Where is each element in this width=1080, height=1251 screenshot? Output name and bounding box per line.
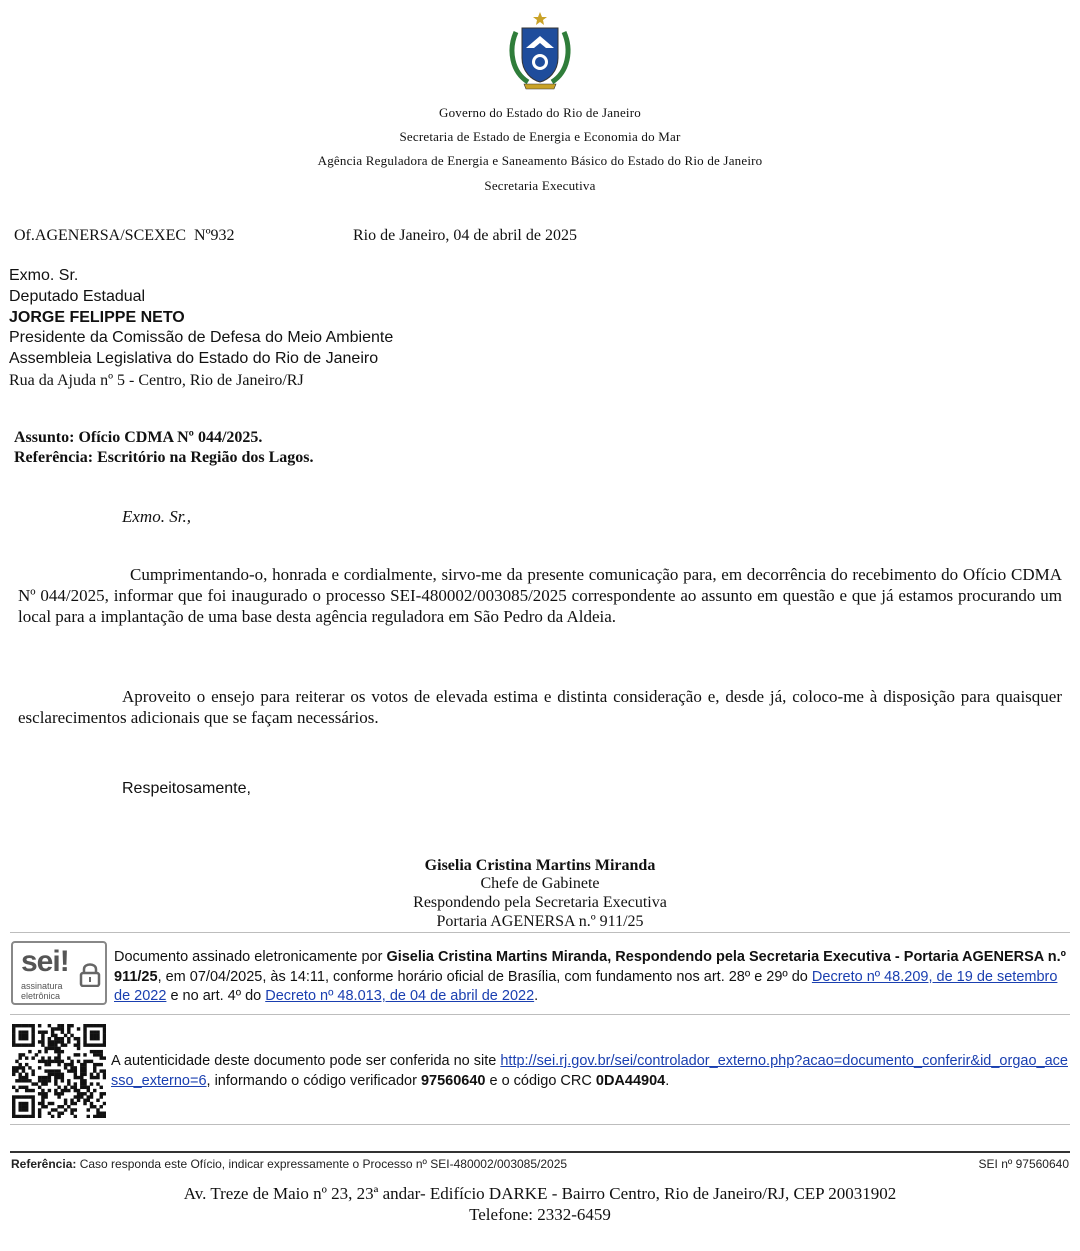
- recipient-salutation: Exmo. Sr.: [9, 267, 79, 284]
- signatory-name: Giselia Cristina Martins Miranda: [424, 857, 656, 874]
- decree-48209-link[interactable]: Decreto nº 48.209, de 19 de setembro de 2022: [114, 968, 1058, 1004]
- recipient-name: JORGE FELIPPE NETO: [9, 309, 185, 326]
- sei-logo-caption-2: eletrônica: [21, 991, 61, 1001]
- divider: [10, 1124, 1070, 1125]
- divider: [10, 932, 1070, 933]
- sei-signer: Giselia Cristina Martins Miranda, Respondendo pela Secretaria Executiva - Portaria AGENERSA n.º 911/25: [114, 949, 1066, 985]
- sei-signature-seal: [11, 941, 107, 1005]
- auth-text-3: e o código CRC: [485, 1072, 596, 1089]
- letter-date: Rio de Janeiro, 04 de abril de 2025: [353, 227, 577, 244]
- footer-divider: [10, 1151, 1070, 1153]
- auth-text-2: , informando o código verificador: [206, 1072, 421, 1089]
- reference-line: Referência: Escritório na Região dos Lagos.: [14, 449, 314, 466]
- sei-text-3: e no art. 4º do: [166, 988, 266, 1004]
- signatory-responding: Respondendo pela Secretaria Executiva: [413, 894, 667, 911]
- subject-line: Assunto: Ofício CDMA Nº 044/2025.: [14, 429, 263, 446]
- recipient-title: Deputado Estadual: [9, 288, 146, 305]
- footer-sei-number: SEI nº 97560640: [978, 1157, 1069, 1171]
- sei-logo-caption-1: assinatura: [21, 981, 63, 991]
- footer-reference-text: Caso responda este Ofício, indicar expressamente o Processo nº SEI-480002/003085/2025: [76, 1157, 568, 1171]
- footer-phone: Telefone: 2332-6459: [469, 1205, 611, 1224]
- header-executive: Secretaria Executiva: [484, 178, 596, 193]
- greeting: Exmo. Sr.,: [122, 507, 191, 526]
- sei-logo: sei!: [21, 945, 69, 978]
- crc-code: 0DA44904: [595, 1072, 666, 1089]
- state-coat-of-arms: [506, 10, 574, 90]
- footer-reference: [11, 1157, 567, 1171]
- signatory-role: Chefe de Gabinete: [480, 875, 600, 892]
- sei-text-2: , em 07/04/2025, às 14:11, conforme horário oficial de Brasília, com fundamento nos art. 28º e 29º do: [157, 968, 812, 985]
- authenticity-text: [111, 1052, 1069, 1091]
- sei-text-4: .: [534, 988, 539, 1004]
- auth-text-4: .: [665, 1072, 670, 1089]
- sei-signature-text: [114, 948, 1070, 1007]
- header-agency: Agência Reguladora de Energia e Saneamento Básico do Estado do Rio de Janeiro: [317, 153, 763, 168]
- decree-48013-link[interactable]: Decreto nº 48.013, de 04 de abril de 2022: [265, 988, 535, 1004]
- footer-reference-label: Referência:: [11, 1157, 77, 1171]
- divider: [10, 1014, 1070, 1015]
- header-government: Governo do Estado do Rio de Janeiro: [439, 105, 641, 120]
- sei-text-1: Documento assinado eletronicamente por: [114, 949, 387, 965]
- body-paragraph-2: Aproveito o ensejo para reiterar os votos de elevada estima e distinta consideração e, desde já, coloco-me à disposição para quaisquer esclarecimentos adicionais que se façam necessários.: [18, 687, 1062, 727]
- recipient-institution: Assembleia Legislativa do Estado do Rio de Janeiro: [9, 350, 379, 367]
- auth-text-1: A autenticidade deste documento pode ser conferida no site: [111, 1053, 501, 1069]
- footer-address: Av. Treze de Maio nº 23, 23ª andar- Edifício DARKE - Bairro Centro, Rio de Janeiro/RJ, CEP 20031902: [183, 1184, 897, 1203]
- qr-code-icon: [12, 1024, 106, 1118]
- body-paragraph-1: Cumprimentando-o, honrada e cordialmente, sirvo-me da presente comunicação para, em decorrência do recebimento do Ofício CDMA Nº 044/2025, informar que foi inaugurado o processo SEI-480002/003085/2025 correspondente ao assunto em questão e que já estamos procurando um local para a implantação de uma base desta agência reguladora em São Pedro da Aldeia.: [18, 565, 1062, 626]
- header-secretariat: Secretaria de Estado de Energia e Economia do Mar: [399, 129, 681, 144]
- padlock-icon: [79, 961, 101, 992]
- sei-logo-caption: [21, 981, 63, 1001]
- signatory-portaria: Portaria AGENERSA n.º 911/25: [436, 913, 644, 930]
- verification-code: 97560640: [420, 1072, 486, 1089]
- closing: Respeitosamente,: [122, 780, 251, 797]
- recipient-address: Rua da Ajuda nº 5 - Centro, Rio de Janeiro/RJ: [9, 372, 304, 389]
- recipient-role: Presidente da Comissão de Defesa do Meio Ambiente: [9, 329, 394, 346]
- letter-number: Of.AGENERSA/SCEXEC Nº932: [14, 227, 235, 244]
- sei-verification-link[interactable]: http://sei.rj.gov.br/sei/controlador_externo.php?acao=documento_conferir&id_orgao_acesso_externo=6: [111, 1053, 1068, 1089]
